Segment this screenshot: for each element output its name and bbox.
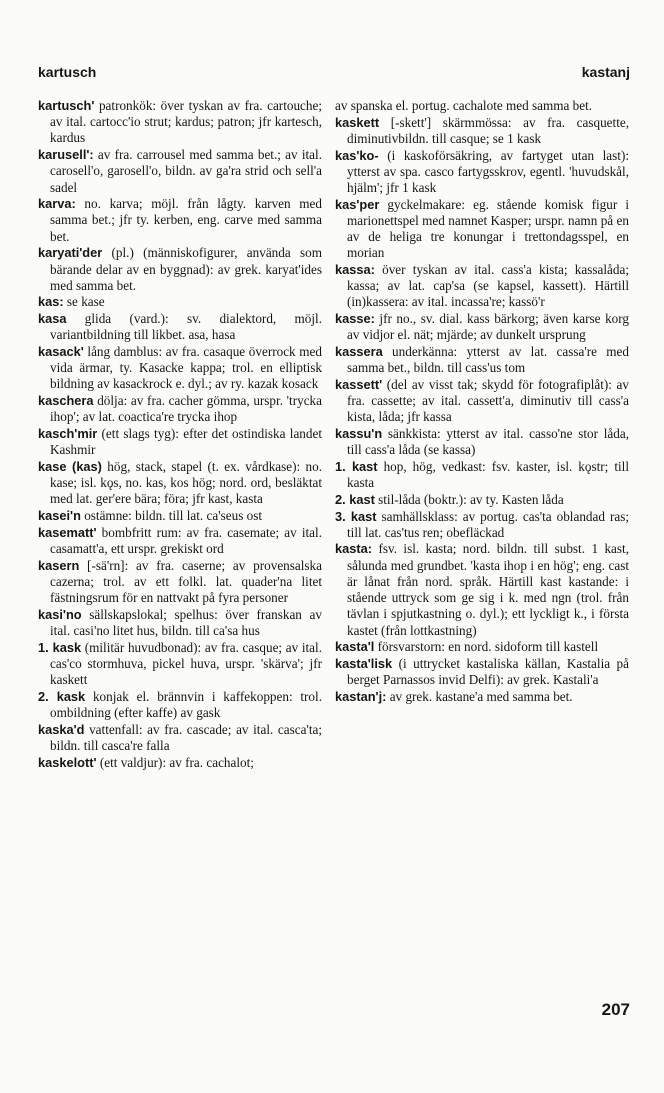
headword: karva:: [38, 196, 76, 212]
dictionary-entry: [335, 262, 629, 311]
headword: kasse:: [335, 311, 375, 327]
entry-text: stil-låda (boktr.): av ty. Kasten låda: [378, 491, 564, 507]
dictionary-entry: [38, 426, 322, 458]
entry-text: ostämne: bildn. till lat. ca'seus ost: [84, 508, 263, 524]
dictionary-entry: [38, 294, 322, 310]
dictionary-entry: [335, 689, 629, 705]
headword: kasa: [38, 311, 67, 327]
running-head-left: kartusch: [38, 64, 97, 80]
headword: kasta'l: [335, 639, 375, 655]
headword: kasta'lisk: [335, 655, 393, 671]
dictionary-entry: [38, 98, 322, 147]
entry-text: [-sä'rn]: av fra. caserne; av provensalska cazerna; trol. av ett folkl. lat. quader'na litet fästningsrum för en nattvakt på fyra personer: [50, 557, 322, 606]
entry-text: (militär huvudbonad): av fra. casque; av ital. cas'co stormhuva, pickel huva, urspr. 'skärva'; jfr kaskett: [50, 639, 322, 688]
dictionary-entry: [335, 426, 629, 458]
entry-text: bombfritt rum: av fra. casemate; av ital. casamatt'a, ett urspr. grekiskt ord: [50, 524, 322, 556]
headword: karusell':: [38, 147, 94, 163]
dictionary-entry: [335, 98, 629, 114]
dictionary-entry: [335, 656, 629, 688]
dictionary-entry: [38, 311, 322, 343]
entry-text: sällskapslokal; spelhus: över franskan av ital. casi'no litet hus, bildn. till ca'sa hus: [50, 606, 322, 638]
dictionary-entry: [38, 344, 322, 393]
headword: kassu'n: [335, 426, 383, 442]
headword: kas:: [38, 294, 64, 310]
entry-text: (ett slags tyg): efter det ostindiska landet Kashmir: [50, 426, 323, 458]
dictionary-entry: [38, 245, 322, 294]
entry-text: hög, stack, stapel (t. ex. vårdkase): no. kase; isl. kǫs, no. kas, kos hög; nord. ord, besläktat med lat. ger'ere bära; föra; jfr kast, kasta: [50, 458, 323, 507]
dictionary-entry: [335, 639, 629, 655]
headword: kasta:: [335, 541, 372, 557]
dictionary-entry: [335, 197, 629, 262]
headword: kartusch': [38, 98, 95, 113]
entry-text: gyckelmakare: eg. stående komisk figur i marionettspel med namnet Kasper; urspr. namn på en av de heliga tre konungar i trettondagsspel, en morian: [347, 196, 629, 261]
dictionary-entry: [38, 755, 322, 771]
right-column: [335, 98, 629, 706]
headword: kaskelott': [38, 754, 97, 770]
headword: kaschera: [38, 393, 94, 409]
dictionary-entry: [335, 344, 629, 376]
dictionary-entry: [38, 459, 322, 508]
entry-text: samhällsklass: av portug. cas'ta oblandad ras; till lat. cas'tus ren; obefläckad: [347, 508, 629, 540]
entry-text: (i uttrycket kastaliska källan, Kastalia på berget Parnassos invid Delfi): av grek. Kastali'a: [347, 655, 630, 688]
entry-text: (i kaskoförsäkring, av fartyget utan last): ytterst av spa. casco fartygsskrov, egentl. 'huvudskål, hjälm'; jfr 1 kask: [347, 147, 629, 196]
entry-text: (ett valdjur): av fra. cachalot;: [99, 754, 254, 770]
dictionary-entry: [335, 377, 629, 426]
dictionary-entry: [38, 508, 322, 524]
entry-text: försvarstorn: en nord. sidoform till kastell: [377, 639, 599, 655]
entry-text: av spanska el. portug. cachalote med samma bet.: [335, 98, 593, 113]
dictionary-entry: [38, 196, 322, 245]
dictionary-entry: [335, 115, 629, 147]
dictionary-entry: [335, 492, 629, 508]
entry-text: vattenfall: av fra. cascade; av ital. casca'ta; bildn. till casca're falla: [50, 721, 323, 753]
headword: kasack': [38, 344, 84, 360]
dictionary-entry: [38, 722, 322, 754]
entry-text: se kase: [66, 294, 105, 310]
dictionary-entry: [38, 607, 322, 639]
dictionary-entry: [38, 525, 322, 557]
headword: kasern: [38, 557, 80, 573]
entry-text: (pl.) (människofigurer, använda som bärande delar av en byggnad): av grek. karyat'ides med samma bet.: [50, 245, 322, 293]
dictionary-entry: [38, 393, 322, 425]
entry-text: (del av visst tak; skydd för fotografiplåt): av fra. cassette; av ital. cassett'a, diminutiv till cass'a kista, låda; jfr kassa: [347, 376, 629, 425]
dictionary-entry: [335, 459, 629, 491]
headword: kaskett: [335, 114, 380, 130]
headword: 3. kast: [335, 508, 377, 524]
entry-text: fsv. isl. kasta; nord. bildn. till subst. 1 kast, sålunda med grundbet. 'kasta ihop i en hög'; eng. cast är lånat från nord. språk. Härtill kast kastande: i stående uttryck som ge sig i k. med ngn (trol. från tävlan i spjutkastning o. dyl.); ett lyckligt k., i första kastet (från lottkastning): [347, 541, 630, 638]
dictionary-entry: [335, 148, 629, 197]
headword: karyati'der: [38, 245, 103, 261]
headword: kastan'j:: [335, 688, 387, 704]
entry-text: patronkök: över tyskan av fra. cartouche; av ital. cartocc'io strut; kardus; patron; jfr kartesch, kardus: [50, 98, 323, 146]
entry-text: underkänna: ytterst av lat. cassa're med samma bet., bildn. till cass'us tom: [347, 344, 630, 376]
headword: kassett': [335, 376, 383, 392]
running-head-right: kastanj: [581, 64, 630, 80]
entry-text: [-skett'] skärmmössa: av fra. casquette, diminutivbildn. till casque; se 1 kask: [347, 114, 630, 146]
dictionary-entry: [38, 147, 322, 196]
headword: kas'ko-: [335, 147, 379, 163]
headword: 2. kast: [335, 491, 375, 507]
headword: 1. kask: [38, 639, 82, 655]
dictionary-entry: [38, 689, 322, 721]
dictionary-entry: [335, 541, 629, 638]
headword: kasch'mir: [38, 426, 98, 442]
dictionary-entry: [335, 311, 629, 343]
entry-text: dölja: av fra. cacher gömma, urspr. 'trycka ihop'; av lat. coactica're trycka ihop: [50, 393, 323, 425]
headword: kassera: [335, 344, 383, 360]
entry-text: lång damblus: av fra. casaque överrock med vida ärmar, ty. Kasacke kappa; trol. en elliptisk bildning av kasackrock e. dyl.; av ry. kazak kosack: [50, 344, 323, 392]
entry-text: sänkkista: ytterst av ital. casso'ne stor låda, till cass'a låda (se kassa): [347, 426, 629, 458]
entry-text: konjak el. brännvin i kaffekoppen: trol. ombildning (efter kaffe) av gask: [50, 688, 322, 721]
headword: kassa:: [335, 262, 375, 278]
dictionary-entry: [335, 509, 629, 541]
headword: kasei'n: [38, 508, 81, 524]
headword: kasematt': [38, 524, 97, 540]
headword: 2. kask: [38, 688, 86, 704]
dictionary-entry: [38, 640, 322, 689]
entry-text: jfr no., sv. dial. kass bärkorg; även karse korg av vidjor el. nät; mjärde; av dunkelt ursprung: [347, 311, 630, 343]
headword: kas'per: [335, 196, 380, 212]
headword: kase (kas): [38, 458, 102, 474]
headword: 1. kast: [335, 458, 378, 474]
entry-text: no. karva; möjl. från lågty. karven med samma bet.; jfr ty. kerben, eng. carve med samma bet.: [50, 196, 322, 244]
dictionary-entry: [38, 558, 322, 607]
entry-text: av grek. kastane'a med samma bet.: [389, 688, 573, 704]
entry-text: hop, hög, vedkast: fsv. kaster, isl. kǫstr; till kasta: [347, 458, 630, 491]
headword: kaska'd: [38, 721, 85, 737]
entry-text: av fra. carrousel med samma bet.; av ital. carosell'o, garosell'o, bildn. av ga'ra strid och sell'a sadel: [50, 147, 322, 195]
page-number: 207: [601, 1000, 630, 1019]
entry-text: glida (vard.): sv. dialektord, möjl. variantbildning till likbet. asa, hasa: [50, 311, 323, 343]
left-column: [38, 98, 322, 771]
entry-text: över tyskan av ital. cass'a kista; kassalåda; kassa; av lat. cap'sa (se kapsel, kassett). Härtill (in)kassera: av ital. incassa're; kassö'r: [347, 262, 629, 310]
headword: kasi'no: [38, 606, 82, 622]
